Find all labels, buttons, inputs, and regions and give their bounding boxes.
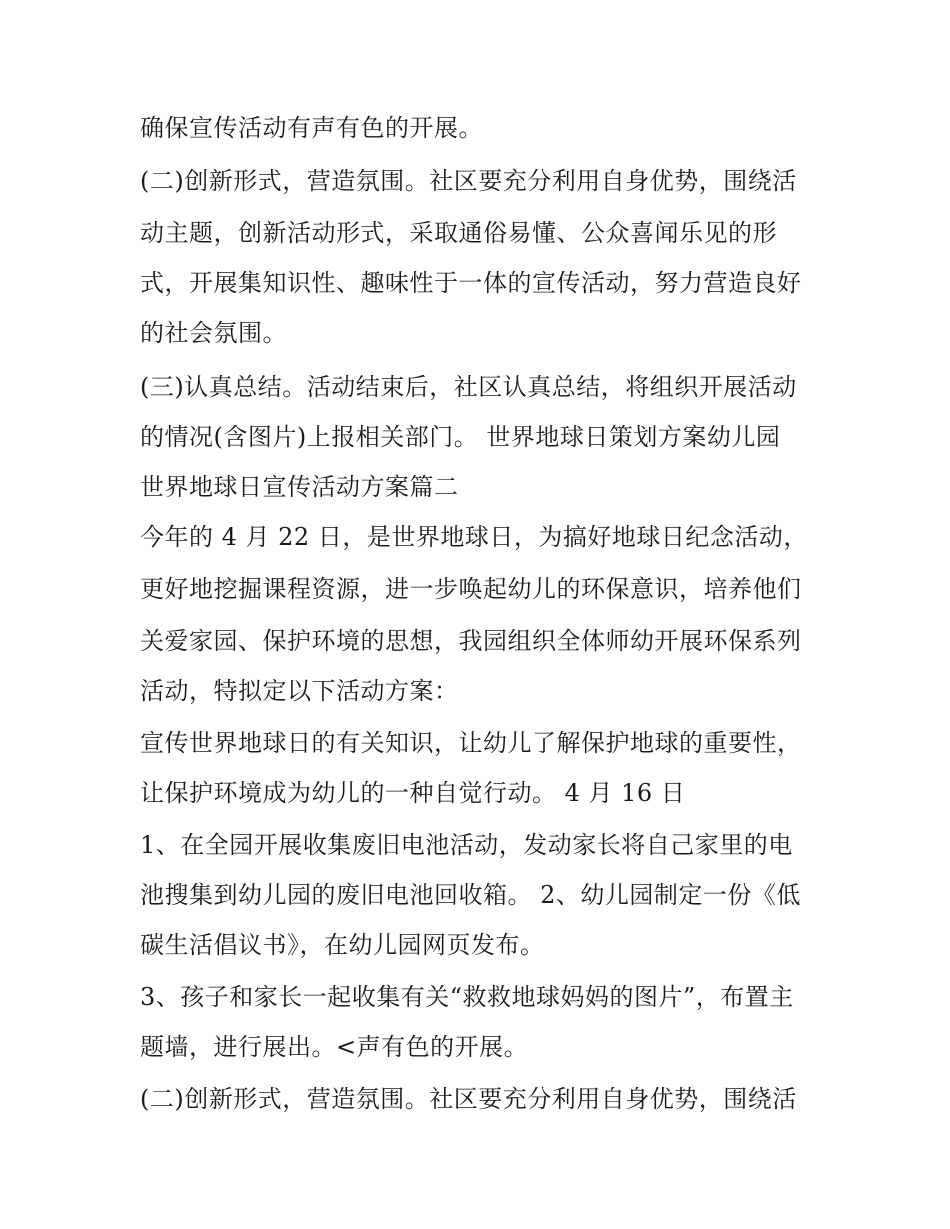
text-line: 池搜集到幼儿园的废旧电池回收箱。 2、幼儿园制定一份《低 (140, 881, 801, 909)
text-line: 今年的 4 月 22 日，是世界地球日，为搞好地球日纪念活动， (140, 523, 808, 551)
text-line: 让保护环境成为幼儿的一种自觉行动。 4 月 16 日 (140, 779, 686, 807)
text-line: 关爱家园、保护环境的思想，我园组织全体师幼开展环保系列 (140, 627, 802, 655)
text-line: 更好地挖掘课程资源，进一步唤起幼儿的环保意识，培养他们 (140, 575, 802, 603)
text-line: 宣传世界地球日的有关知识，让幼儿了解保护地球的重要性， (140, 729, 802, 757)
text-line: 活动，特拟定以下活动方案： (140, 677, 459, 705)
text-line: 世界地球日宣传活动方案篇二 (140, 473, 459, 501)
text-line: 题墙，进行展出。<声有色的开展。 (140, 1033, 529, 1061)
text-line: 1、在全园开展收集废旧电池活动，发动家长将自己家里的电 (140, 831, 793, 859)
text-line: (二)创新形式，营造氛围。社区要充分利用自身优势，围绕活 (140, 1085, 797, 1113)
text-line: 的社会氛围。 (140, 319, 287, 347)
text-line: 碳生活倡议书》，在幼儿园网页发布。 (140, 931, 545, 959)
text-line: 式，开展集知识性、趣味性于一体的宣传活动，努力营造良好 (140, 269, 802, 297)
text-line: 确保宣传活动有声有色的开展。 (140, 114, 483, 142)
text-line: (二)创新形式，营造氛围。社区要充分利用自身优势，围绕活 (140, 167, 797, 195)
text-line: 3、孩子和家长一起收集有关“救救地球妈妈的图片”，布置主 (140, 983, 794, 1011)
text-line: (三)认真总结。活动结束后，社区认真总结，将组织开展活动 (140, 373, 797, 401)
text-line: 动主题，创新活动形式，采取通俗易懂、公众喜闻乐见的形 (140, 219, 777, 247)
text-line: 的情况(含图片)上报相关部门。 世界地球日策划方案幼儿园 (140, 423, 781, 451)
